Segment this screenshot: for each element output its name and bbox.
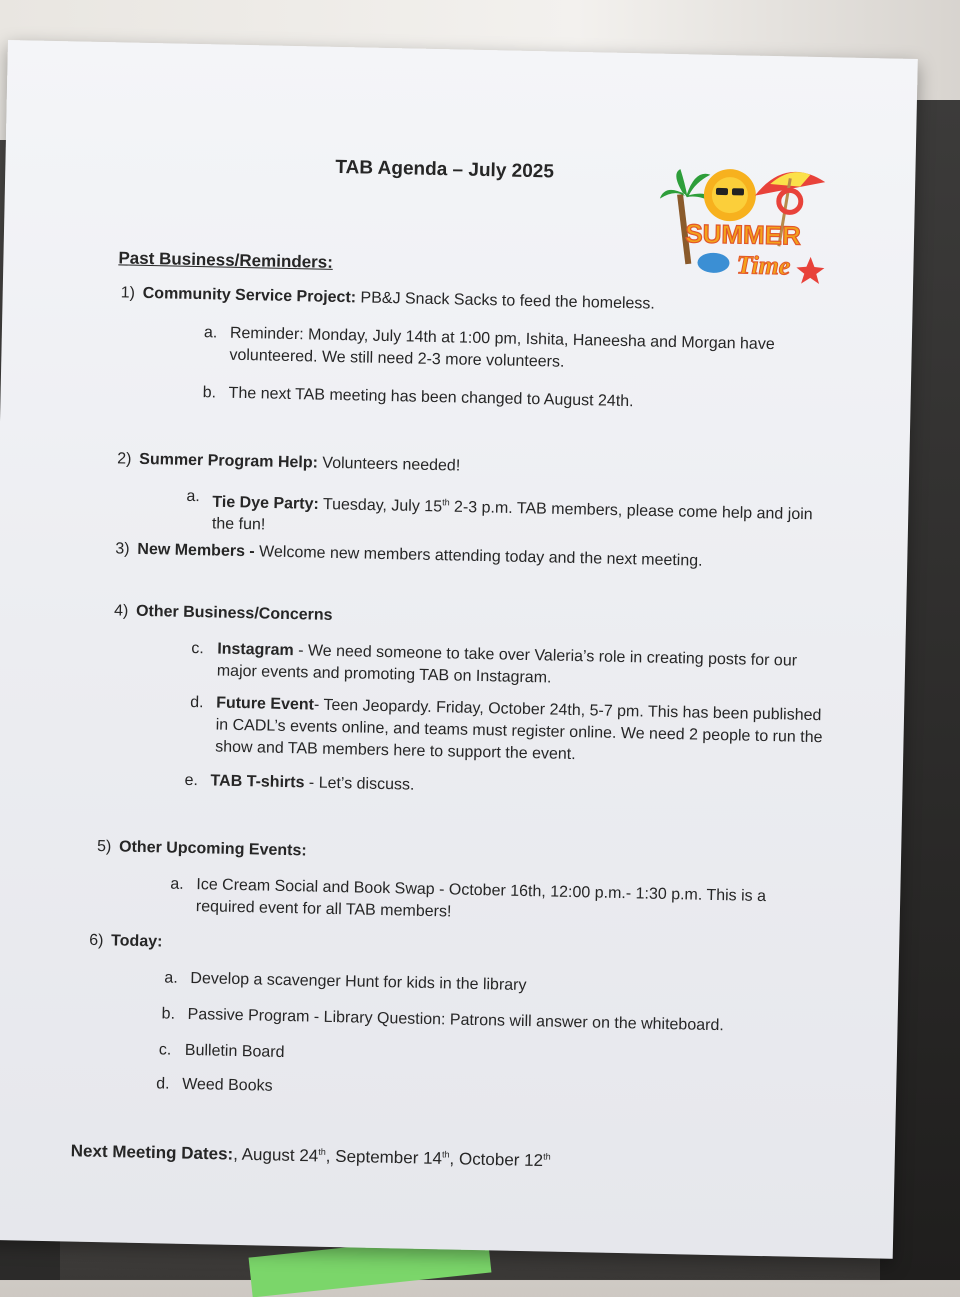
sub-letter: d. xyxy=(189,693,204,712)
sub-heading: Future Event xyxy=(215,694,315,714)
agenda-subitem-2a xyxy=(186,486,833,548)
item-heading: New Members - xyxy=(137,540,255,561)
life-ring-icon xyxy=(779,190,801,212)
agenda-item-4 xyxy=(114,600,333,627)
agenda-subitem-1a xyxy=(203,323,815,379)
agenda-item-5 xyxy=(97,836,307,862)
sub-letter: a. xyxy=(164,969,178,987)
sub-heading: Tie Dye Party: xyxy=(212,493,319,513)
agenda-subitem-6b xyxy=(161,1004,827,1039)
agenda-item-6 xyxy=(89,930,163,954)
sub-text: Ice Cream Social and Book Swap - October 16th, 12:00 p.m.- 1:30 p.m. This is a required event for all TAB members! xyxy=(195,876,767,921)
item-text: PB&J Snack Sacks to feed the homeless. xyxy=(355,289,656,313)
beach-bucket-icon xyxy=(697,252,729,273)
starfish-icon xyxy=(796,257,825,285)
sub-letter: b. xyxy=(202,384,217,402)
item-number: 3) xyxy=(115,540,130,558)
agenda-subitem-6d xyxy=(155,1074,802,1109)
logo-text-summer: SUMMER xyxy=(685,218,802,251)
item-number: 6) xyxy=(88,931,104,950)
sub-text-continued: 2-3 p.m. TAB members, please come help and join the fun! xyxy=(211,498,813,534)
agenda-paper xyxy=(0,40,918,1259)
sub-letter: b. xyxy=(161,1005,176,1023)
sub-letter: e. xyxy=(184,771,199,790)
item-heading: Other Business/Concerns xyxy=(135,602,333,624)
agenda-subitem-4d xyxy=(189,693,826,772)
item-number: 1) xyxy=(120,284,136,302)
sub-heading: Instagram xyxy=(217,640,294,660)
sub-text: - We need someone to take over Valeria’s role in creating posts for our major events and promoting TAB on Instagram. xyxy=(216,642,798,687)
summer-time-logo xyxy=(658,154,831,298)
sub-heading: TAB T-shirts xyxy=(210,772,305,792)
agenda-item-1 xyxy=(120,282,655,315)
agenda-subitem-6c xyxy=(158,1040,805,1075)
agenda-subitem-1b xyxy=(202,383,813,417)
item-number: 5) xyxy=(96,838,112,856)
sub-letter: a. xyxy=(186,487,201,506)
item-heading: Community Service Project: xyxy=(142,284,357,307)
next-meeting-dates: Next Meeting Dates:, August 24th, September 14th, October 12th xyxy=(70,1141,551,1171)
sub-text: Bulletin Board xyxy=(184,1041,285,1062)
agenda-subitem-6a xyxy=(164,968,810,1003)
sun-icon xyxy=(703,169,756,222)
item-heading: Today: xyxy=(110,932,163,951)
page-title: TAB Agenda – July 2025 xyxy=(335,156,555,183)
sub-text: - Teen Jeopardy. Friday, October 24th, 5-7 pm. This has been published in CADL’s events online, and teams must register online. We need 2 people to run the show and TAB members here to support the event. xyxy=(215,696,823,764)
sub-superscript: th xyxy=(442,497,450,508)
sub-letter: a. xyxy=(203,324,218,342)
agenda-subitem-4e xyxy=(184,770,810,805)
next-meeting-label: Next Meeting Dates: xyxy=(70,1141,234,1164)
sub-text: Develop a scavenger Hunt for kids in the library xyxy=(190,970,527,995)
item-number: 4) xyxy=(113,602,129,620)
item-text: Volunteers needed! xyxy=(317,454,461,475)
sub-text: - Let’s discuss. xyxy=(304,774,415,794)
agenda-subitem-4c xyxy=(191,639,818,696)
sub-text: Passive Program - Library Question: Patrons will answer on the whiteboard. xyxy=(187,1005,724,1035)
item-number: 2) xyxy=(117,450,132,468)
sub-text: Tuesday, July 15 xyxy=(318,495,443,516)
sub-text: Weed Books xyxy=(181,1075,273,1095)
sub-letter: c. xyxy=(191,639,204,658)
logo-text-time: Time xyxy=(736,250,791,281)
sub-letter: a. xyxy=(170,875,184,893)
agenda-item-2 xyxy=(117,448,460,477)
agenda-subitem-5a xyxy=(170,874,822,931)
item-heading: Summer Program Help: xyxy=(139,450,319,472)
sub-text: The next TAB meeting has been changed to August 24th. xyxy=(228,384,634,411)
sub-letter: c. xyxy=(158,1041,172,1059)
past-business-heading: Past Business/Reminders: xyxy=(118,248,334,272)
sub-letter: d. xyxy=(155,1075,170,1093)
item-text: Welcome new members attending today and the next meeting. xyxy=(254,543,703,570)
item-heading: Other Upcoming Events: xyxy=(118,838,307,860)
sub-text: Reminder: Monday, July 14th at 1:00 pm, Ishita, Haneesha and Morgan have volunteered. We still need 2-3 more volunteers. xyxy=(229,324,775,371)
